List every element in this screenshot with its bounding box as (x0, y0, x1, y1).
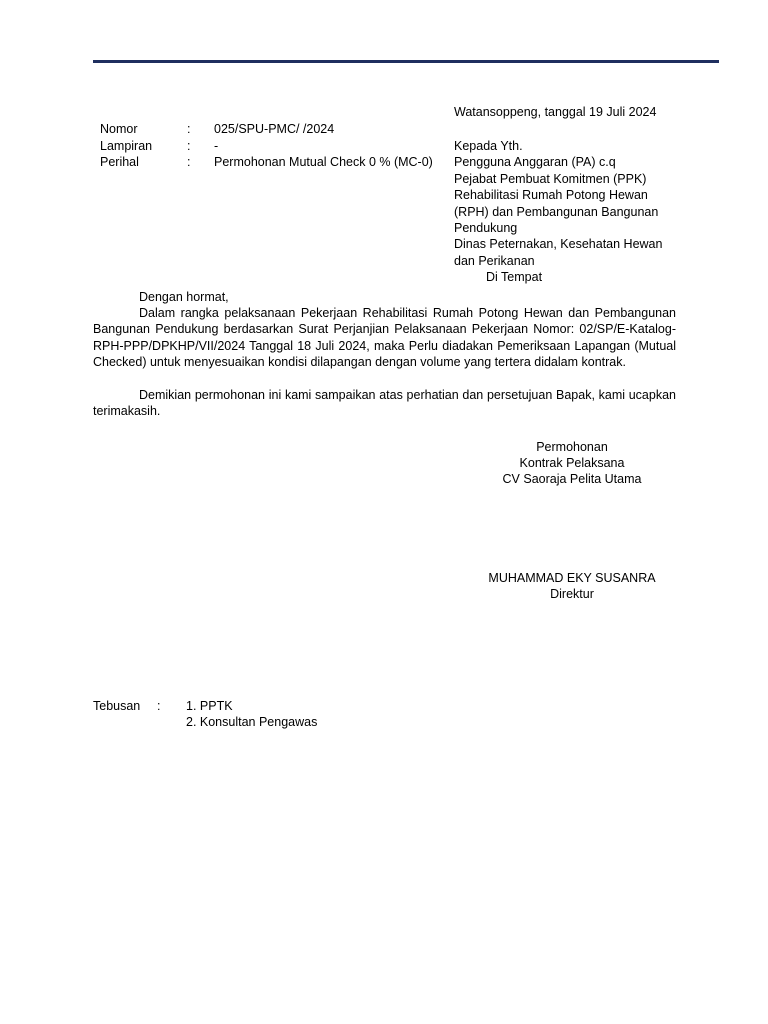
signature-line-2: Kontrak Pelaksana (519, 456, 625, 470)
signature-line-1: Permohonan (536, 440, 608, 454)
meta-colon: : (187, 122, 191, 136)
cc-item: 2. Konsultan Pengawas (186, 715, 318, 730)
place-date: Watansoppeng, tanggal 19 Juli 2024 (454, 105, 657, 119)
body-paragraph-1: Dalam rangka pelaksanaan Pekerjaan Rehabilitasi Rumah Potong Hewan dan Pembangunan Bangunan Pendukung berdasarkan Surat Perjanjian Pelaksanaan Pekerjaan Nomor: 02/SP/E-Katalog-RPH-PPP/DPKHP/VII/2024 Tanggal 18 Juli 2024, maka Perlu diadakan Pemeriksaan Lapangan (Mutual Checked) untuk menyesuaikan kondisi dilapangan dengan volume yang tertera didalam kontrak. (93, 306, 676, 370)
salutation: Dengan hormat, (139, 290, 229, 304)
recipient-line: Pejabat Pembuat Komitmen (PPK) Rehabilitasi Rumah Potong Hewan (RPH) dan Pembangunan Bangunan Pendukung (454, 171, 659, 236)
meta-label: Nomor (100, 122, 138, 136)
cc-item: 1. PPTK (186, 699, 233, 713)
meta-colon: : (187, 139, 191, 153)
signatory-name: MUHAMMAD EKY SUSANRA (488, 571, 656, 585)
cc-label: Tebusan (93, 699, 141, 713)
cc-colon: : (157, 699, 161, 713)
header-rule (93, 60, 719, 63)
recipient-line: Dinas Peternakan, Kesehatan Hewan dan Perikanan (454, 237, 663, 268)
body-paragraph-2: Demikian permohonan ini kami sampaikan atas perhatian dan persetujuan Bapak, kami ucapkan terimakasih. (93, 388, 676, 419)
recipient-block (454, 138, 674, 286)
recipient-greeting: Kepada Yth. (454, 139, 523, 153)
recipient-line: Pengguna Anggaran (PA) c.q (454, 155, 616, 170)
signatory-title: Direktur (550, 587, 594, 601)
meta-value: Permohonan Mutual Check 0 % (MC-0) (214, 155, 433, 169)
meta-label: Perihal (100, 155, 139, 169)
meta-colon: : (187, 155, 191, 169)
recipient-place: Di Tempat (486, 270, 543, 285)
meta-label: Lampiran (100, 139, 153, 153)
meta-value: 025/SPU-PMC/ /2024 (214, 122, 335, 136)
signature-company: CV Saoraja Pelita Utama (502, 472, 642, 486)
meta-value: - (214, 139, 219, 153)
cc-list (186, 698, 317, 731)
